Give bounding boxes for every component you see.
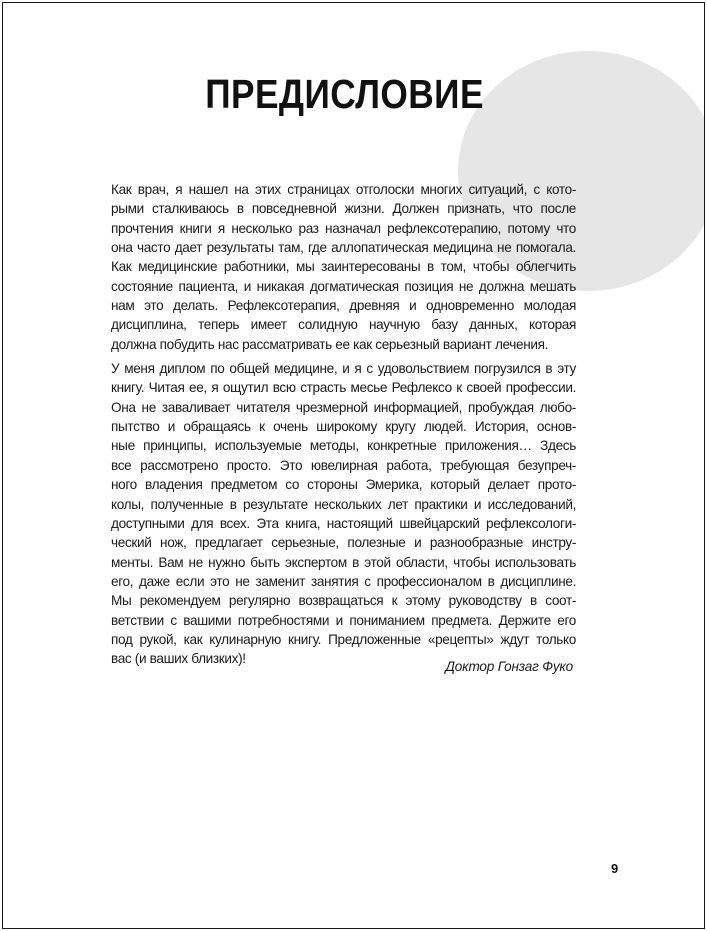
paragraph-1 bbox=[111, 180, 576, 354]
text-line: все рассмотрено просто. Это ювелирная работа, требующая безупреч- bbox=[111, 457, 576, 473]
text-line: Как медицинские работники, мы заинтересованы в том, чтобы облегчить bbox=[111, 259, 576, 275]
paragraph-2 bbox=[111, 359, 576, 669]
text-line: Мы рекомендуем регулярно возвращаться к этому руководству в соот- bbox=[111, 593, 576, 609]
text-line: прочтения книги я несколько раз назначал рефлексотерапию, потому что bbox=[111, 220, 576, 236]
page-number: 9 bbox=[611, 861, 619, 876]
text-line: ческий нож, предлагает серьезные, полезные и разнообразные инстру- bbox=[111, 535, 576, 551]
book-page bbox=[2, 2, 705, 929]
text-line: ные принципы, используемые методы, конкретные приложения… Здесь bbox=[111, 438, 576, 454]
text-line: доступными для всех. Эта книга, настоящий швейцарский рефлексологи- bbox=[111, 515, 576, 531]
text-line: состояние пациента, и никакая догматическая позиция не должна мешать bbox=[111, 278, 576, 294]
page-title: ПРЕДИСЛОВИЕ bbox=[205, 71, 484, 117]
text-line: колы, полученные в результате нескольких лет практики и исследований, bbox=[111, 496, 576, 512]
text-line: вас (и ваших близких)! bbox=[111, 651, 246, 667]
text-line: У меня диплом по общей медицине, и я с удовольствием погрузился в эту bbox=[111, 361, 576, 377]
text-line: под рукой, как кулинарную книгу. Предложенные «рецепты» ждут только bbox=[111, 631, 576, 647]
text-line: ветствии с вашими потребностями и пониманием предмета. Держите его bbox=[111, 612, 576, 628]
text-line: ного владения предметом со стороны Эмерика, который делает прото- bbox=[111, 477, 576, 493]
text-line: пытство и обращаясь к очень широкому кругу людей. История, основ- bbox=[111, 419, 576, 435]
text-line: должна побудить нас рассматривать ее как серьезный вариант лечения. bbox=[111, 336, 549, 352]
text-line: Как врач, я нашел на этих страницах отголоски многих ситуаций, с кото- bbox=[111, 182, 576, 197]
text-line: Она не заваливает читателя чрезмерной информацией, пробуждая любо- bbox=[111, 399, 576, 415]
text-line: она часто дает результаты там, где аллопатическая медицина не помогала. bbox=[111, 240, 576, 256]
text-line: дисциплина, теперь имеет солидную научную базу данных, которая bbox=[111, 317, 576, 333]
text-line: книгу. Читая ее, я ощутил всю страсть месье Рефлексо к своей профессии. bbox=[111, 380, 576, 396]
author-signature: Доктор Гонзаг Фуко bbox=[445, 659, 573, 674]
text-line: нам это делать. Рефлексотерапия, древняя и одновременно молодая bbox=[111, 298, 576, 314]
text-line: менты. Вам не нужно быть экспертом в этой области, чтобы использовать bbox=[111, 554, 576, 570]
text-line: его, даже если это не заменит занятия с профессионалом в дисциплине. bbox=[111, 573, 576, 589]
preface-body bbox=[111, 180, 576, 674]
text-line: рыми сталкиваюсь в повседневной жизни. Должен признать, что после bbox=[111, 201, 576, 217]
